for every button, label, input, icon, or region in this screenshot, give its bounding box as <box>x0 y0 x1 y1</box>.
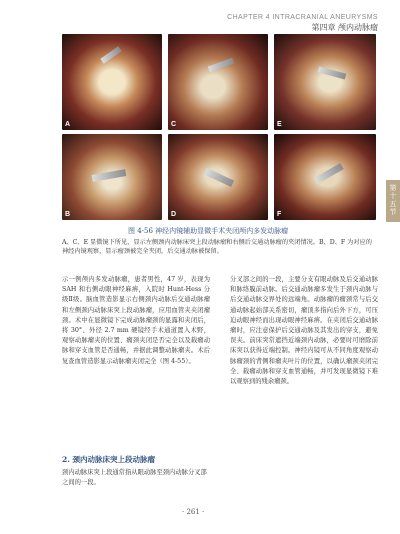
chapter-title-zh: 第四章 颅内动脉瘤 <box>311 23 378 32</box>
panel-label-b: B <box>65 211 71 218</box>
section-side-tab <box>386 180 400 222</box>
photo-panel-b <box>62 134 162 220</box>
photo-panel-f <box>274 134 376 220</box>
photo-panel-c <box>168 34 268 130</box>
chapter-title-en: CHAPTER 4 INTRACRANIAL ANEURYSMS <box>227 14 378 21</box>
side-tab-label: 第十五节 <box>389 184 397 216</box>
panel-label-f: F <box>277 211 282 218</box>
section-heading: 2. 颈内动脉床突上段动脉瘤 <box>62 455 155 464</box>
page-number: · 261 · <box>182 508 205 516</box>
body-text-left: 示一例颅内多发动脉瘤，患者男性，47 岁，表现为 SAH 和右侧动眼神经麻痹，入院时 Hunt-Hess 分级Ⅱ级。脑血管造影显示右侧颈内动脉后交通动脉瘤和左侧颈内动脉床突上段动脉瘤，应用血管夹夹闭瘤颈。术中在显微镜下完成动脉瘤颈的显露和夹闭后，将 30°、外径 2.7 mm 硬镜经手术通道置入术野，观察动脉瘤夹的位置、瘤颈夹闭是否完全以及载瘤动脉和穿支血管是否通畅，并据此调整动脉瘤夹。术后复查血管造影显示动脉瘤夹闭完全（图 4-55）。 <box>62 276 210 365</box>
figure-title: 图 4-56 神经内镜辅助显微手术夹闭颅内多发动脉瘤 <box>128 227 289 235</box>
panel-label-e: E <box>277 121 282 128</box>
photo-panel-a <box>62 34 162 130</box>
body-text-left-2: 颈内动脉床突上段通常指从眼动脉至颈内动脉分叉部之间的一段。 <box>62 469 207 487</box>
panel-label-c: C <box>171 121 177 128</box>
panel-label-a: A <box>65 121 71 128</box>
figure-caption: A、C、E 显微镜下所见，显示左侧颈内动脉床突上段动脉瘤和右侧后交通动脉瘤的夹闭情况。B、D、F 为对应的神经内镜观察，显示瘤颈被完全夹闭，后交通动脉被保留。 <box>62 239 372 255</box>
photo-panel-e <box>274 34 376 130</box>
figure-4-56 <box>62 34 376 222</box>
photo-panel-d <box>168 134 268 220</box>
body-text-right: 分叉部之间的一段，主要分支有眼动脉及后交通动脉和脉络膜前动脉。后交通动脉瘤多发生于颈内动脉与后交通动脉交界处的远端角。动脉瘤的瘤颈常与后交通动脉起始部关系密切，瘤顶多指向后外下方，可压迫动眼神经而出现动眼神经麻痹。在夹闭后交通动脉瘤时，应注意保护后交通动脉及其发出的穿支，避免误夹。前床突常遮挡近端颈内动脉，必要时可磨除前床突以获得近端控制。神经内镜可从不同角度观察动脉瘤颈的背侧和瘤夹叶片的位置，以确认瘤颈夹闭完全、载瘤动脉和穿支血管通畅，并可发现显微镜下难以观察到的残余瘤颈。 <box>230 276 378 386</box>
panel-label-d: D <box>171 211 177 218</box>
running-header <box>227 14 378 33</box>
